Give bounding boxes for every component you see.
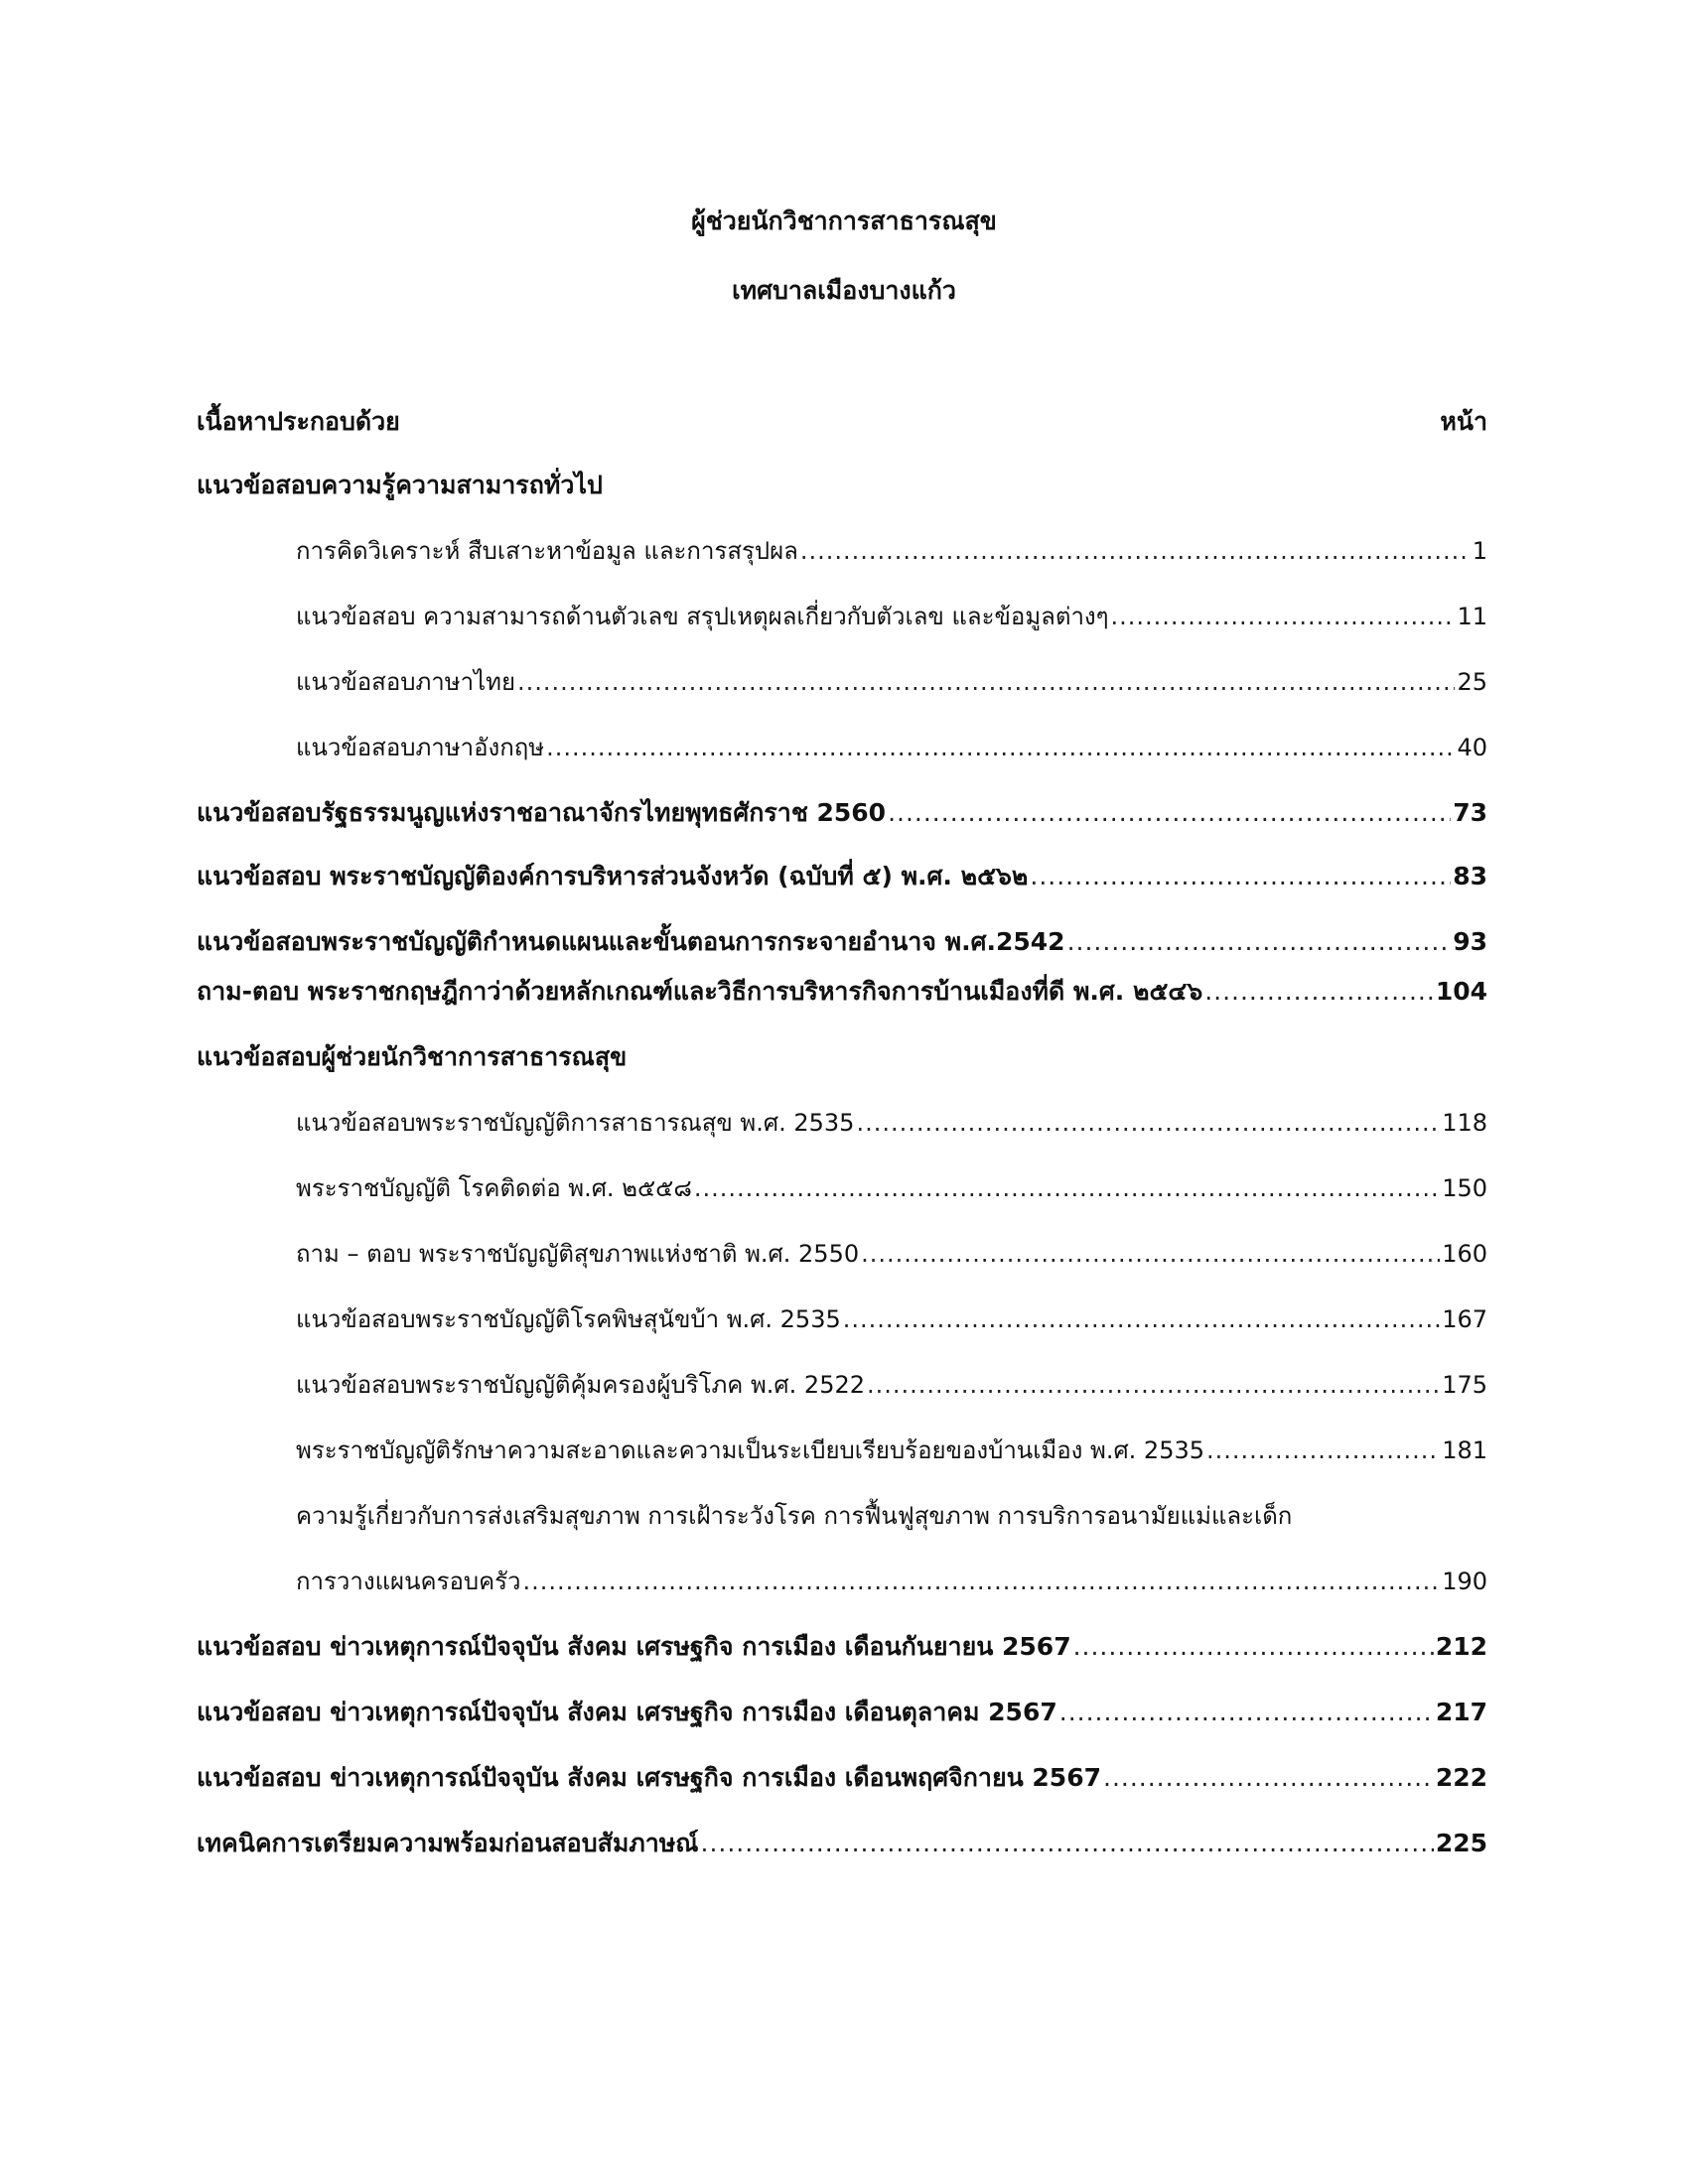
toc-entry-page: 167 bbox=[1442, 1305, 1487, 1333]
dot-leader bbox=[517, 665, 1455, 699]
toc-entry-title: การคิดวิเคราะห์ สืบเสาะหาข้อมูล และการสรุปผล bbox=[296, 537, 798, 565]
toc-entry[interactable] bbox=[197, 975, 1487, 1009]
dot-leader bbox=[1103, 1761, 1434, 1795]
toc-entry-page: 1 bbox=[1472, 537, 1487, 565]
toc-entry[interactable] bbox=[296, 1302, 1487, 1336]
dot-leader bbox=[888, 796, 1451, 830]
toc-entry[interactable] bbox=[296, 1106, 1487, 1140]
section-heading-public-health: แนวข้อสอบผู้ช่วยนักวิชาการสาธารณสุข bbox=[197, 1042, 628, 1071]
toc-entry-wrapped-line: ความรู้เกี่ยวกับการส่งเสริมสุขภาพ การเฝ้าระวังโรค การฟื้นฟูสุขภาพ การบริการอนามัยแม่และเด็ก bbox=[296, 1502, 1293, 1530]
toc-entry-page: 40 bbox=[1457, 734, 1487, 761]
toc-entry-page: 181 bbox=[1442, 1436, 1487, 1464]
toc-entry-title: แนวข้อสอบ ข่าวเหตุการณ์ปัจจุบัน สังคม เศรษฐกิจ การเมือง เดือนตุลาคม 2567 bbox=[197, 1698, 1057, 1726]
toc-entry-title: เทคนิคการเตรียมความพร้อมก่อนสอบสัมภาษณ์ bbox=[197, 1829, 699, 1857]
toc-entry-page: 150 bbox=[1442, 1174, 1487, 1202]
document-subtitle: เทศบาลเมืองบางแก้ว bbox=[732, 276, 956, 305]
toc-entry[interactable] bbox=[197, 796, 1487, 830]
toc-entry[interactable] bbox=[197, 860, 1487, 893]
toc-entry-page: 212 bbox=[1435, 1632, 1487, 1661]
toc-entry[interactable] bbox=[197, 925, 1487, 959]
toc-entry-title: ถาม – ตอบ พระราชบัญญัติสุขภาพแห่งชาติ พ.ศ. 2550 bbox=[296, 1240, 860, 1268]
toc-entry[interactable] bbox=[296, 1237, 1487, 1271]
toc-entry-title: แนวข้อสอบ ความสามารถด้านตัวเลข สรุปเหตุผลเกี่ยวกับตัวเลข และข้อมูลต่างๆ bbox=[296, 603, 1109, 630]
dot-leader bbox=[1059, 1696, 1434, 1729]
toc-entry[interactable] bbox=[197, 1761, 1487, 1795]
toc-entry[interactable] bbox=[197, 1827, 1487, 1860]
toc-entry[interactable] bbox=[296, 600, 1487, 633]
dot-leader bbox=[856, 1106, 1440, 1140]
toc-entry-page: 83 bbox=[1453, 862, 1487, 890]
toc-entry-page: 104 bbox=[1435, 977, 1487, 1006]
contents-header: เนื้อหาประกอบด้วย bbox=[197, 407, 400, 436]
toc-entry-page: 217 bbox=[1435, 1698, 1487, 1726]
toc-entry-title: แนวข้อสอบ พระราชบัญญัติองค์การบริหารส่วนจังหวัด (ฉบับที่ ๕) พ.ศ. ๒๕๖๒ bbox=[197, 862, 1029, 890]
dot-leader bbox=[1067, 925, 1452, 959]
toc-entry[interactable] bbox=[296, 1565, 1487, 1598]
dot-leader bbox=[701, 1827, 1434, 1860]
toc-entry-page: 11 bbox=[1457, 603, 1487, 630]
toc-entry-title: การวางแผนครอบครัว bbox=[296, 1568, 521, 1595]
toc-entry-title: พระราชบัญญัติรักษาความสะอาดและความเป็นระเบียบเรียบร้อยของบ้านเมือง พ.ศ. 2535 bbox=[296, 1436, 1205, 1464]
toc-entry-title: แนวข้อสอบภาษาไทย bbox=[296, 668, 516, 696]
toc-entry[interactable] bbox=[296, 1368, 1487, 1402]
toc-entry-title: แนวข้อสอบพระราชบัญญัติการสาธารณสุข พ.ศ. 2535 bbox=[296, 1109, 855, 1137]
toc-entry[interactable] bbox=[296, 731, 1487, 764]
toc-entry[interactable] bbox=[296, 534, 1487, 568]
toc-entry[interactable] bbox=[296, 1171, 1487, 1205]
toc-entry-page: 225 bbox=[1435, 1829, 1487, 1857]
dot-leader bbox=[1206, 1433, 1440, 1467]
toc-entry-title: แนวข้อสอบพระราชบัญญัติคุ้มครองผู้บริโภค พ.ศ. 2522 bbox=[296, 1371, 865, 1399]
dot-leader bbox=[861, 1237, 1440, 1271]
toc-entry[interactable] bbox=[296, 1433, 1487, 1467]
toc-entry-page: 93 bbox=[1453, 927, 1487, 956]
toc-entry-page: 175 bbox=[1442, 1371, 1487, 1399]
dot-leader bbox=[800, 534, 1471, 568]
dot-leader bbox=[1204, 975, 1434, 1009]
toc-entry-title: แนวข้อสอบพระราชบัญญัติกำหนดแผนและขั้นตอนการกระจายอำนาจ พ.ศ.2542 bbox=[197, 927, 1065, 956]
dot-leader bbox=[1030, 860, 1451, 893]
dot-leader bbox=[546, 731, 1455, 764]
toc-entry[interactable] bbox=[296, 665, 1487, 699]
dot-leader bbox=[1111, 600, 1456, 633]
toc-entry-page: 222 bbox=[1435, 1763, 1487, 1792]
dot-leader bbox=[694, 1171, 1440, 1205]
toc-entry-page: 73 bbox=[1453, 798, 1487, 827]
toc-entry-title: แนวข้อสอบ ข่าวเหตุการณ์ปัจจุบัน สังคม เศรษฐกิจ การเมือง เดือนพฤศจิกายน 2567 bbox=[197, 1763, 1101, 1792]
toc-entry-page: 190 bbox=[1442, 1568, 1487, 1595]
page-column-header: หน้า bbox=[1440, 407, 1487, 436]
toc-entry-title: แนวข้อสอบภาษาอังกฤษ bbox=[296, 734, 545, 761]
section-heading-general: แนวข้อสอบความรู้ความสามารถทั่วไป bbox=[197, 471, 603, 499]
dot-leader bbox=[843, 1302, 1440, 1336]
dot-leader bbox=[523, 1565, 1441, 1598]
dot-leader bbox=[1073, 1630, 1434, 1664]
toc-entry[interactable] bbox=[197, 1630, 1487, 1664]
toc-entry-title: ถาม-ตอบ พระราชกฤษฎีกาว่าด้วยหลักเกณฑ์และวิธีการบริหารกิจการบ้านเมืองที่ดี พ.ศ. ๒๕๔๖ bbox=[197, 977, 1203, 1006]
document-title: ผู้ช่วยนักวิชาการสาธารณสุข bbox=[691, 206, 997, 235]
toc-entry-title: พระราชบัญญัติ โรคติดต่อ พ.ศ. ๒๕๕๘ bbox=[296, 1174, 692, 1202]
toc-entry-title: แนวข้อสอบ ข่าวเหตุการณ์ปัจจุบัน สังคม เศรษฐกิจ การเมือง เดือนกันยายน 2567 bbox=[197, 1632, 1071, 1661]
toc-entry[interactable] bbox=[197, 1696, 1487, 1729]
toc-entry-title: แนวข้อสอบรัฐธรรมนูญแห่งราชอาณาจักรไทยพุทธศักราช 2560 bbox=[197, 798, 887, 827]
toc-entry-title: แนวข้อสอบพระราชบัญญัติโรคพิษสุนัขบ้า พ.ศ. 2535 bbox=[296, 1305, 841, 1333]
toc-entry-page: 118 bbox=[1442, 1109, 1487, 1137]
toc-entry-page: 160 bbox=[1442, 1240, 1487, 1268]
dot-leader bbox=[867, 1368, 1440, 1402]
toc-entry-page: 25 bbox=[1457, 668, 1487, 696]
